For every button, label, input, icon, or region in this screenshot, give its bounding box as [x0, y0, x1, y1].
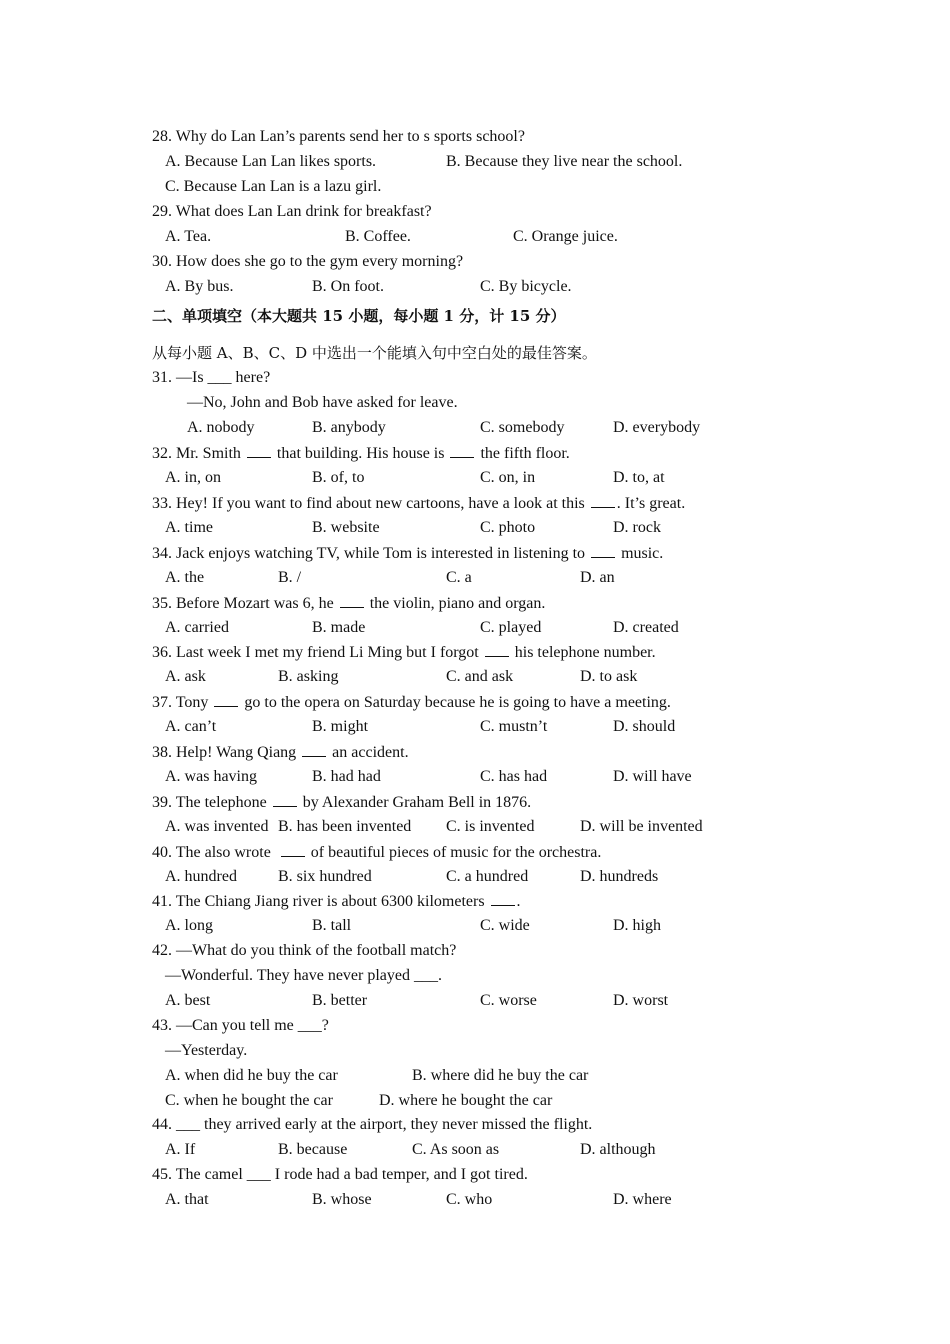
option-39-b: B. has been invented	[278, 818, 412, 835]
question-45: 45. The camel ___ I rode had a bad temper, and I got tired.	[152, 1166, 528, 1183]
option-45-b: B. whose	[312, 1191, 372, 1208]
option-36-c: C. and ask	[446, 668, 514, 685]
question-44: 44. ___ they arrived early at the airport, they never missed the flight.	[152, 1116, 593, 1133]
option-41-a: A. long	[165, 917, 213, 934]
question-42-reply: —Wonderful. They have never played ___.	[165, 967, 442, 984]
answer-blank	[247, 443, 271, 458]
option-44-b: B. because	[278, 1141, 348, 1158]
option-40-a: A. hundred	[165, 868, 237, 885]
question-31: 31. —Is ___ here?	[152, 369, 271, 386]
option-33-d: D. rock	[613, 519, 661, 536]
option-43-d: D. where he bought the car	[379, 1092, 553, 1109]
option-39-d: D. will be invented	[580, 818, 703, 835]
question-32: 32. Mr. Smith that building. His house is the fifth floor.	[152, 445, 570, 462]
option-45-c: C. who	[446, 1191, 493, 1208]
option-37-a: A. can’t	[165, 718, 217, 735]
question-38: 38. Help! Wang Qiang an accident.	[152, 744, 409, 761]
option-44-d: D. although	[580, 1141, 656, 1158]
option-32-a: A. in, on	[165, 469, 221, 486]
option-30-b: B. On foot.	[312, 278, 384, 295]
option-33-c: C. photo	[480, 519, 536, 536]
option-28-b: B. Because they live near the school.	[446, 153, 683, 170]
section-title: 二、单项填空（本大题共 15 小题，每小题 1 分，计 15 分）	[152, 307, 566, 325]
option-45-d: D. where	[613, 1191, 672, 1208]
option-41-d: D. high	[613, 917, 661, 934]
question-43-reply: —Yesterday.	[165, 1042, 248, 1059]
answer-blank	[302, 742, 326, 757]
answer-blank	[591, 543, 615, 558]
option-36-a: A. ask	[165, 668, 206, 685]
question-31-reply: —No, John and Bob have asked for leave.	[187, 394, 458, 411]
answer-blank	[450, 443, 474, 458]
option-44-a: A. If	[165, 1141, 196, 1158]
answer-blank	[273, 792, 297, 807]
option-32-b: B. of, to	[312, 469, 365, 486]
question-41: 41. The Chiang Jiang river is about 6300 kilometers .	[152, 893, 521, 910]
section-instruction: 从每小题 A、B、C、D 中选出一个能填入句中空白处的最佳答案。	[152, 344, 597, 362]
option-45-a: A. that	[165, 1191, 209, 1208]
question-40: 40. The also wrote of beautiful pieces of music for the orchestra.	[152, 844, 602, 861]
option-34-c: C. a	[446, 569, 472, 586]
option-29-c: C. Orange juice.	[513, 228, 618, 245]
option-31-d: D. everybody	[613, 419, 701, 436]
option-35-a: A. carried	[165, 619, 229, 636]
option-31-b: B. anybody	[312, 419, 386, 436]
option-32-c: C. on, in	[480, 469, 536, 486]
option-42-c: C. worse	[480, 992, 537, 1009]
option-43-a: A. when did he buy the car	[165, 1067, 338, 1084]
option-37-b: B. might	[312, 718, 369, 735]
option-36-d: D. to ask	[580, 668, 638, 685]
question-35: 35. Before Mozart was 6, he the violin, piano and organ.	[152, 595, 546, 612]
option-28-c: C. Because Lan Lan is a lazu girl.	[165, 178, 382, 195]
answer-blank	[340, 593, 364, 608]
option-34-d: D. an	[580, 569, 615, 586]
question-28: 28. Why do Lan Lan’s parents send her to s sports school?	[152, 128, 525, 145]
answer-blank	[491, 891, 515, 906]
question-39: 39. The telephone by Alexander Graham Bell in 1876.	[152, 794, 532, 811]
question-29: 29. What does Lan Lan drink for breakfast?	[152, 203, 432, 220]
option-36-b: B. asking	[278, 668, 339, 685]
option-28-a: A. Because Lan Lan likes sports.	[165, 153, 377, 170]
option-43-b: B. where did he buy the car	[412, 1067, 589, 1084]
option-31-c: C. somebody	[480, 419, 565, 436]
option-42-d: D. worst	[613, 992, 669, 1009]
option-42-b: B. better	[312, 992, 368, 1009]
option-30-c: C. By bicycle.	[480, 278, 572, 295]
option-31-a: A. nobody	[187, 419, 255, 436]
option-40-c: C. a hundred	[446, 868, 529, 885]
answer-blank	[214, 692, 238, 707]
option-35-b: B. made	[312, 619, 366, 636]
option-30-a: A. By bus.	[165, 278, 234, 295]
question-37: 37. Tony go to the opera on Saturday because he is going to have a meeting.	[152, 694, 671, 711]
option-34-a: A. the	[165, 569, 205, 586]
option-38-a: A. was having	[165, 768, 257, 785]
option-34-b: B. /	[278, 569, 302, 586]
option-37-d: D. should	[613, 718, 676, 735]
question-33: 33. Hey! If you want to find about new cartoons, have a look at this . It’s great.	[152, 495, 686, 512]
option-39-c: C. is invented	[446, 818, 535, 835]
option-44-c: C. As soon as	[412, 1141, 500, 1158]
option-35-c: C. played	[480, 619, 542, 636]
option-43-c: C. when he bought the car	[165, 1092, 333, 1109]
option-41-c: C. wide	[480, 917, 530, 934]
question-42: 42. —What do you think of the football match?	[152, 942, 457, 959]
option-42-a: A. best	[165, 992, 211, 1009]
option-38-b: B. had had	[312, 768, 381, 785]
option-33-a: A. time	[165, 519, 213, 536]
option-29-a: A. Tea.	[165, 228, 212, 245]
question-43: 43. —Can you tell me ___?	[152, 1017, 329, 1034]
question-36: 36. Last week I met my friend Li Ming but I forgot his telephone number.	[152, 644, 656, 661]
option-29-b: B. Coffee.	[345, 228, 411, 245]
answer-blank	[591, 493, 615, 508]
option-38-d: D. will have	[613, 768, 692, 785]
answer-blank	[485, 642, 509, 657]
question-34: 34. Jack enjoys watching TV, while Tom is interested in listening to music.	[152, 545, 664, 562]
answer-blank	[281, 842, 305, 857]
option-32-d: D. to, at	[613, 469, 665, 486]
option-37-c: C. mustn’t	[480, 718, 548, 735]
option-41-b: B. tall	[312, 917, 352, 934]
question-30: 30. How does she go to the gym every morning?	[152, 253, 464, 270]
option-40-b: B. six hundred	[278, 868, 372, 885]
option-38-c: C. has had	[480, 768, 548, 785]
option-39-a: A. was invented	[165, 818, 269, 835]
option-35-d: D. created	[613, 619, 679, 636]
option-40-d: D. hundreds	[580, 868, 659, 885]
option-33-b: B. website	[312, 519, 380, 536]
